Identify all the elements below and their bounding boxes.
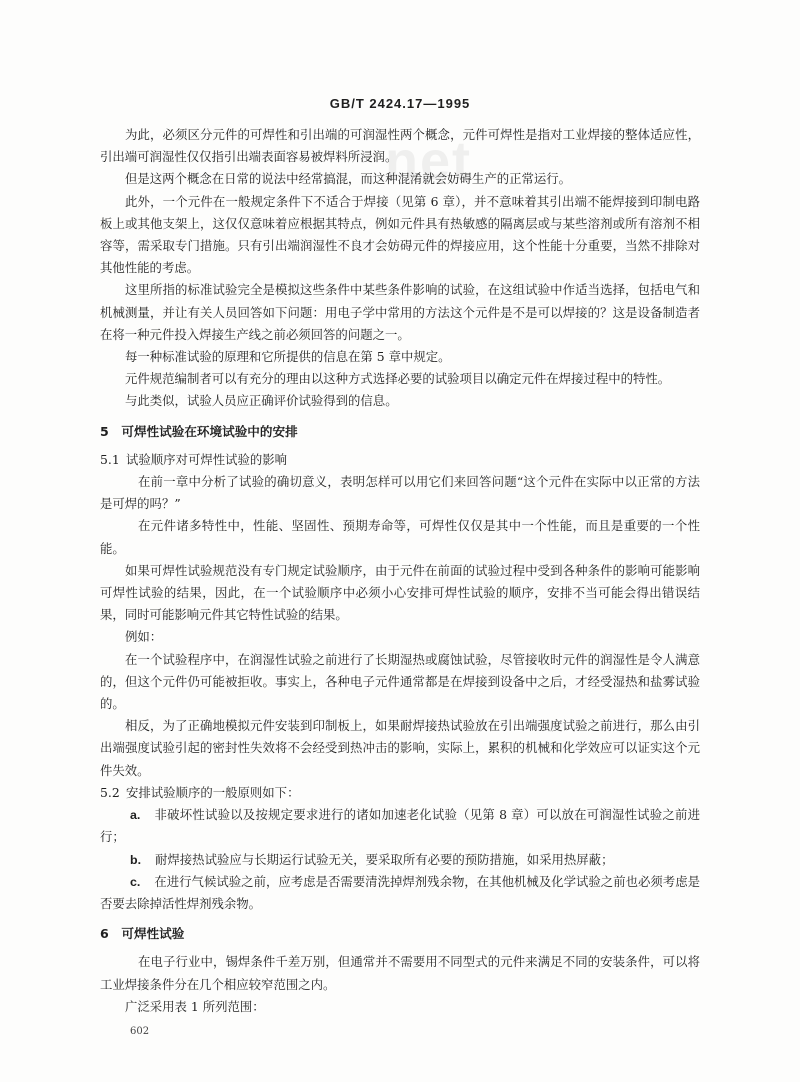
section-5-2-number: 5.2 [100,784,120,800]
page-header-standard-number: GB/T 2424.17—1995 [329,96,471,111]
list-item-mark: c. [130,874,141,889]
section-5-heading: 5 可焊性试验在环境试验中的安排 [100,423,298,439]
list-item-mark: a. [130,808,141,823]
intro-paragraph-7: 与此类似，试验人员应正确评价试验得到的信息。 [125,393,398,409]
intro-paragraph-2: 但是这两个概念在日常的说法中经常搞混，而这种混淆就会妨碍生产的正常运行。 [125,171,572,187]
section-5-1-paragraph-1: 在前一章中分析了试验的确切意义，表明怎样可以用它们来回答问题“这个元件在实际中以正常的方法是可焊的吗？” [100,474,700,512]
list-item-mark: b. [130,852,142,867]
section-5-1-number: 5.1 [100,451,120,467]
list-item [100,804,700,848]
list-item [100,871,700,915]
list-item-text: 非破坏性试验以及按规定要求进行的诸如加速老化试验（见第 8 章）可以放在可润湿性试验之前进行； [100,807,700,845]
intro-paragraph-4: 这里所指的标准试验完全是模拟这些条件中某些条件影响的试验，在这组试验中作适当选择，包括电气和机械测量，并让有关人员回答如下问题：用电子学中常用的方法这个元件是不是可以焊接的？这是设备制造者在将一种元件投入焊接生产线之前必须回答的问题之一。 [100,282,700,342]
list-item [100,849,700,871]
section-6-paragraph-2: 广泛采用表 1 所列范围： [125,998,265,1014]
intro-paragraph-5: 每一种标准试验的原理和它所提供的信息在第 5 章中规定。 [125,349,451,365]
section-5-1-paragraph-3: 如果可焊性试验规范没有专门规定试验顺序，由于元件在前面的试验过程中受到各种条件的影响可能影响可焊性试验的结果，因此，在一个试验顺序中必须小心安排可焊性试验的顺序，安排不当可能会得出错误结果，同时可能影响元件其它特性试验的结果。 [100,562,700,623]
section-5-1-title: 试验顺序对可焊性试验的影响 [126,451,288,467]
section-5-1-paragraph-2: 在元件诸多特性中，性能、坚固性、预期寿命等，可焊性仅仅是其中一个性能，而且是重要的一个性能。 [100,518,700,556]
document-body [100,124,700,1018]
page-number: 602 [130,1026,150,1037]
section-5-2-title: 安排试验顺序的一般原则如下： [126,784,300,800]
section-6-heading: 6 可焊性试验 [100,926,185,942]
section-5-2-heading [100,782,700,804]
section-5-1-paragraph-4: 例如： [125,629,163,645]
intro-paragraph-6: 元件规范编制者可以有充分的理由以这种方式选择必要的试验项目以确定元件在焊接过程中的特性。 [125,371,671,387]
section-5-1-heading [100,449,700,471]
list-item-text: 耐焊接热试验应与长期运行试验无关，要采取所有必要的预防措施，如采用热屏蔽； [155,851,614,867]
intro-paragraph-1: 为此，必须区分元件的可焊性和引出端的可润湿性两个概念，元件可焊性是指对工业焊接的整体适应性，引出端可润湿性仅仅指引出端表面容易被焊料所浸润。 [100,127,700,165]
section-5-1-paragraph-6: 相反，为了正确地模拟元件安装到印制板上，如果耐焊接热试验放在引出端强度试验之前进行，那么由引出端强度试验引起的密封性失效将不会经受到热冲击的影响，实际上，累积的机械和化学效应可以证实这个元件失效。 [100,718,700,778]
intro-paragraph-3: 此外，一个元件在一般规定条件下不适合于焊接（见第 6 章），并不意味着其引出端不能焊接到印制电路板上或其他支架上，这仅仅意味着应根据其特点，例如元件具有热敏感的隔离层或与某些溶剂或所有溶剂不相容等，需采取专门措施。只有引出端润湿性不良才会妨碍元件的焊接应用，这个性能十分重要，当然不排除对其他性能的考虑。 [100,193,700,276]
section-5-1-paragraph-5: 在一个试验程序中，在润湿性试验之前进行了长期湿热或腐蚀试验，尽管接收时元件的润湿性是令人满意的，但这个元件仍可能被拒收。事实上，各种电子元件通常都是在焊接到设备中之后，才经受湿热和盐雾试验的。 [100,651,700,712]
list-item-text: 在进行气候试验之前，应考虑是否需要清洗掉焊剂残余物，在其他机械及化学试验之前也必须考虑是否要去除掉活性焊剂残余物。 [100,873,700,911]
section-6-paragraph-1: 在电子行业中，锡焊条件千差万别，但通常并不需要用不同型式的元件来满足不同的安装条件，可以将工业焊接条件分在几个相应较窄范围之内。 [100,954,700,992]
watermark-text: net [385,131,472,191]
